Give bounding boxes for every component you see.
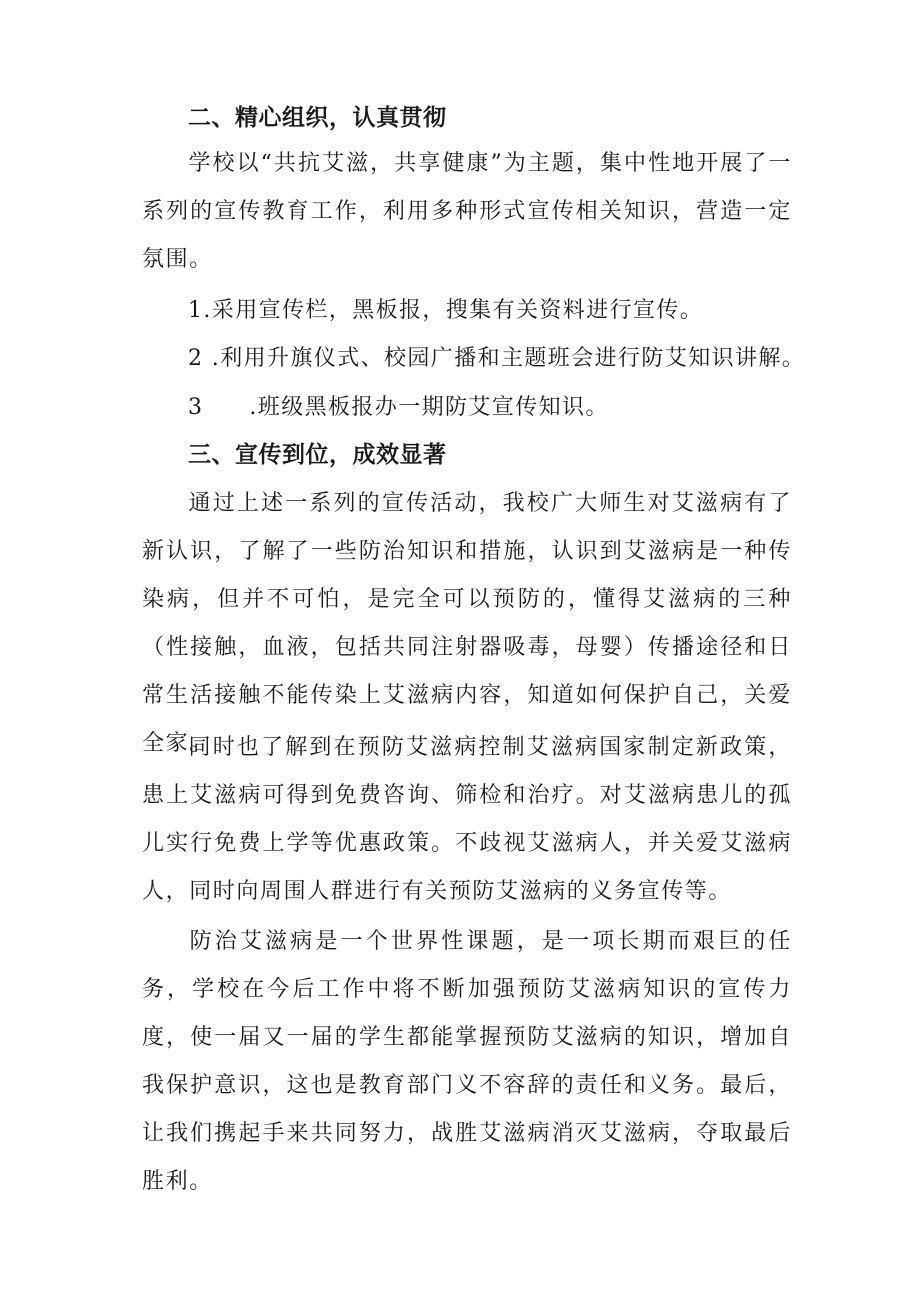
section-3-paragraph-3: 防治艾滋病是一个世界性课题，是一项长期而艰巨的任务，学校在今后工作中将不断加强预防艾滋病知识的宣传力度，使一届又一届的学生都能掌握预防艾滋病的知识，增加自我保护意识，这也是教育部门义不容辞的责任和义务。最后，让我们携起手来共同努力，战胜艾滋病消灭艾滋病，夺取最后胜利。 <box>142 929 792 1194</box>
list-item-3: 3 .班级黑板报办一期防艾宣传知识。 <box>188 395 609 420</box>
list-item-2: 2 .利用升旗仪式、校园广播和主题班会进行防艾知识讲解。 <box>188 346 806 371</box>
section-heading-3: 三、宣传到位，成效显著 <box>188 442 447 468</box>
list-item-1: 1.采用宣传栏，黑板报，搜集有关资料进行宣传。 <box>188 298 704 323</box>
section-2-paragraph: 学校以“共抗艾滋，共享健康”为主题，集中性地开展了一系列的宣传教育工作，利用多种形式宣传相关知识，营造一定氛围。 <box>142 151 792 272</box>
section-heading-2: 二、精心组织，认真贯彻 <box>188 105 447 131</box>
section-3-paragraph-2: 同时也了解到在预防艾滋病控制艾滋病国家制定新政策，患上艾滋病可得到免费咨询、筛检和治疗。对艾滋病患儿的孤儿实行免费上学等优惠政策。不歧视艾滋病人，并关爱艾滋病人，同时向周围人群进行有关预防艾滋病的义务宣传等。 <box>142 735 792 904</box>
section-3-paragraph-1: 通过上述一系列的宣传活动，我校广大师生对艾滋病有了新认识，了解了一些防治知识和措施，认识到艾滋病是一种传染病，但并不可怕，是完全可以预防的，懂得艾滋病的三种（性接触，血液，包括共同注射器吸毒，母婴）传播途径和日常生活接触不能传染上艾滋病内容，知道如何保护自己，关爱全家。 <box>142 491 792 756</box>
